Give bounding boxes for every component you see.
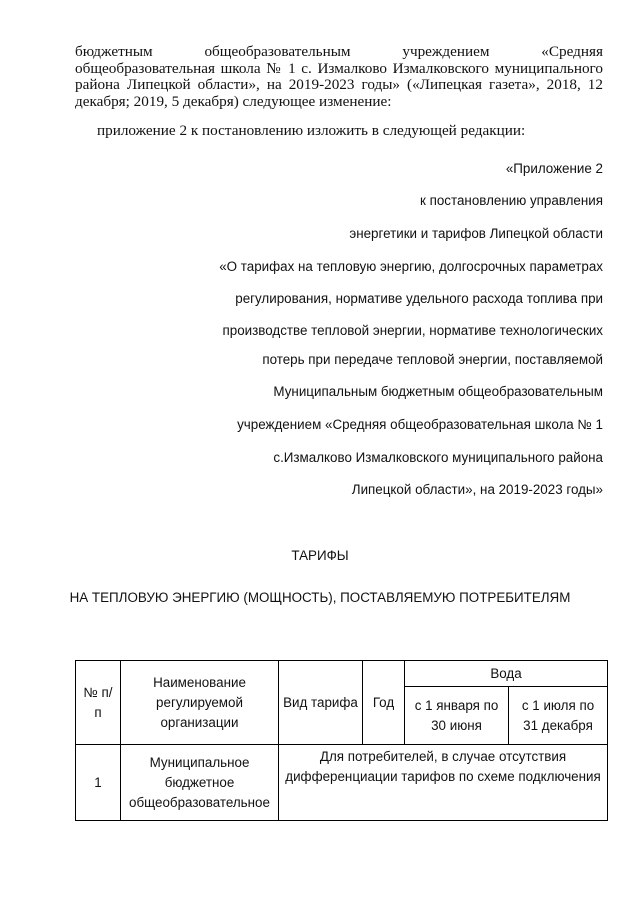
intro-line: бюджетным общеобразовательным учреждением «Средняя [75,43,603,60]
header-period-jan-jun: с 1 января по 30 июня [405,687,509,745]
appendix-line: Муниципальным бюджетным общеобразовательным [273,384,603,399]
appendix-line: учреждением «Средняя общеобразовательная школа № 1 [237,417,603,432]
appendix-line: к постановлению управления [420,193,603,208]
header-year: Год [363,661,405,745]
header-tariff-type: Вид тарифа [279,661,363,745]
header-organization: Наименование регулируемой организации [121,661,279,745]
header-period-jul-dec: с 1 июля по 31 декабря [509,687,608,745]
header-num: № п/п [76,661,121,745]
header-water: Вода [405,661,608,687]
appendix-line: потерь при передаче тепловой энергии, поставляемой [262,352,603,367]
row-note: Для потребителей, в случае отсутствия дифференциации тарифов по схеме подключения [279,745,608,821]
appendix-line: производстве тепловой энергии, нормативе технологических [222,323,603,338]
amendment-line: приложение 2 к постановлению изложить в следующей редакции: [97,122,526,139]
intro-line: общеобразовательная школа № 1 с. Измалково Измалковского муниципального [75,59,603,77]
appendix-line: энергетики и тарифов Липецкой области [349,226,603,241]
row-num: 1 [76,745,121,821]
appendix-line: регулирования, нормативе удельного расхода топлива при [235,291,603,306]
appendix-line: «Приложение 2 [505,161,603,176]
tariffs-title: ТАРИФЫ [291,548,349,563]
appendix-line: с.Измалково Измалковского муниципального района [273,450,603,465]
intro-paragraph [75,44,603,110]
intro-line: района Липецкой области», на 2019-2023 годы» («Липецкая газета», 2018, 12 [75,76,603,94]
appendix-line: Липецкой области», на 2019-2023 годы» [351,482,603,497]
tariffs-subtitle: НА ТЕПЛОВУЮ ЭНЕРГИЮ (МОЩНОСТЬ), ПОСТАВЛЯЕМУЮ ПОТРЕБИТЕЛЯМ [69,590,571,605]
row-organization: Муниципальное бюджетное общеобразовательное [121,745,279,821]
tariffs-table [75,660,608,821]
intro-line: декабря; 2019, 5 декабря) следующее изменение: [75,92,392,110]
appendix-line: «О тарифах на тепловую энергию, долгосрочных параметрах [219,259,603,274]
